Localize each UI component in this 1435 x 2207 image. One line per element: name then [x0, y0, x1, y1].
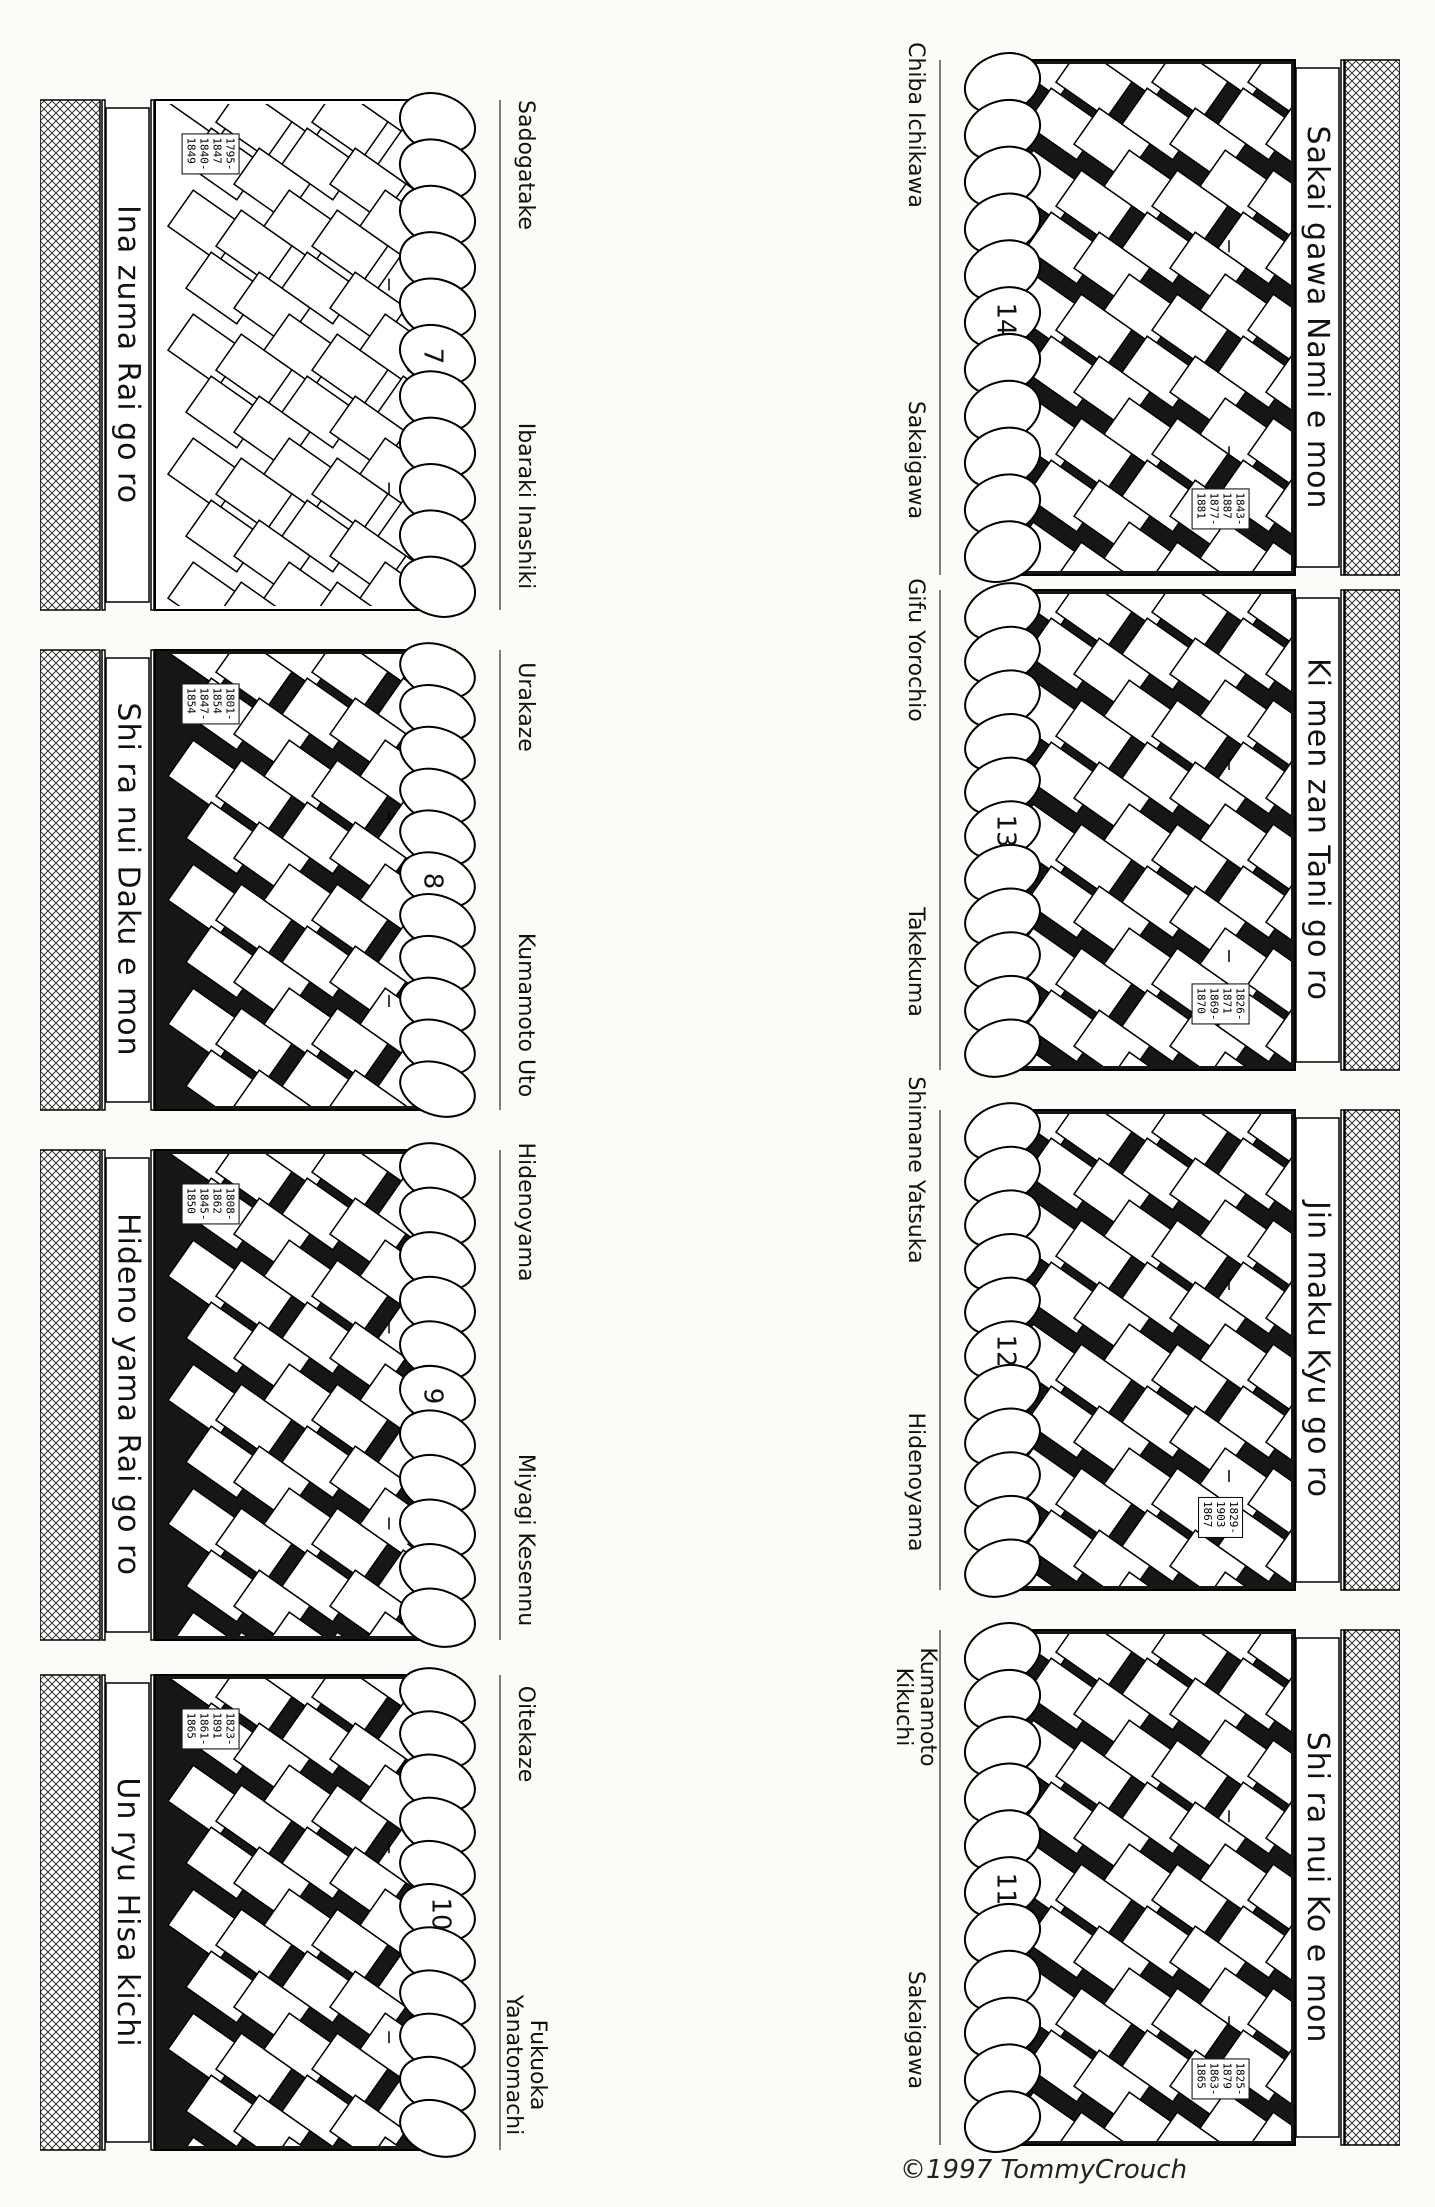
wrestler-name: Sakai gawa Nami e mon: [1300, 125, 1335, 509]
zabuton-mat: [1345, 590, 1400, 1070]
stable-name: Hidenoyama: [903, 1412, 928, 1552]
zabuton-mat: [40, 650, 100, 1110]
wrestler-name: Hideno yama Rai go ro: [110, 1213, 145, 1576]
birthplace: Kumamoto Kikuchi: [891, 1647, 940, 1767]
yokozuna-number: 13: [990, 814, 1021, 848]
zabuton-mat: [1345, 1630, 1400, 2145]
wrestler-name: Shi ra nui Daku e mon: [110, 702, 145, 1057]
dates-box: 1825- 1879 1863- 1865: [1192, 2058, 1250, 2099]
stable-name: Oitekaze: [513, 1685, 538, 1783]
braid-line: [151, 100, 154, 610]
dates-box: 1829- 1903 1867: [1198, 1497, 1243, 1538]
wrestler-name: Ina zuma Rai go ro: [110, 204, 145, 505]
yokozuna-number: 10: [425, 1896, 456, 1931]
yokozuna-number: 11: [990, 1871, 1021, 1906]
birthplace: Ibaraki Inashiki: [513, 422, 538, 590]
birthplace: Chiba Ichikawa: [903, 42, 928, 209]
yokozuna-panel-9: [40, 1135, 640, 1655]
dates-box: 1801- 1854 1847- 1854: [182, 683, 240, 724]
copyright-text: ©1997 TommyCrouch: [900, 2155, 1188, 2185]
yokozuna-panel-7: [40, 85, 640, 625]
braid-line: [151, 650, 154, 1110]
birthplace: Kumamoto Uto: [513, 933, 538, 1098]
wrestler-name: Un ryu Hisa kichi: [110, 1776, 145, 2048]
stable-name: Sakaigawa: [903, 400, 928, 520]
dates-box: 1808- 1862 1845- 1850: [182, 1183, 240, 1224]
braid-line: [151, 1150, 154, 1640]
yokozuna-number: 7: [416, 347, 447, 365]
yokozuna-panel-10: [40, 1660, 640, 2165]
wrestler-name: Ki men zan Tani go ro: [1300, 657, 1335, 1002]
yokozuna-panel-13: [800, 575, 1400, 1085]
braid-line: [1341, 60, 1344, 575]
yokozuna-panel-14: [800, 42, 1400, 590]
braid-line: [1341, 1110, 1344, 1590]
dates-box: 1843- 1887 1877- 1881: [1192, 488, 1250, 529]
dates-box: 1795- 1847 1840- 1849: [182, 133, 240, 174]
wrestler-name: Jin maku Kyu go ro: [1300, 1200, 1335, 1499]
zabuton-mat: [1345, 1110, 1400, 1590]
stable-name: Urakaze: [513, 662, 538, 752]
stable-name: Sadogatake: [513, 99, 538, 230]
braid-line: [1341, 1630, 1344, 2145]
stable-name: Takekuma: [903, 907, 928, 1017]
braid-line: [1341, 590, 1344, 1070]
yokozuna-panel-11: [800, 1615, 1400, 2160]
stable-name: Sakaigawa: [903, 1970, 928, 2090]
dates-box: 1823- 1891 1861- 1865: [182, 1708, 240, 1749]
wrestler-name: Shi ra nui Ko e mon: [1300, 1731, 1335, 2043]
braid-line: [102, 100, 105, 610]
yokozuna-number: 8: [416, 872, 447, 890]
birthplace: Shimane Yatsuka: [903, 1076, 928, 1264]
braid-line: [102, 650, 105, 1110]
birthplace: Miyagi Kesennu: [513, 1453, 538, 1626]
braid-line: [102, 1675, 105, 2150]
yokozuna-number: 9: [416, 1387, 447, 1405]
birthplace: Fukuoka Yanatomachi: [501, 1994, 550, 2135]
birthplace: Gifu Yorochio: [903, 578, 928, 722]
braid-line: [151, 1675, 154, 2150]
zabuton-mat: [40, 1675, 100, 2150]
braid-line: [102, 1150, 105, 1640]
zabuton-mat: [1345, 60, 1400, 575]
dates-box: 1826- 1871 1869- 1870: [1192, 983, 1250, 1024]
yokozuna-number: 12: [990, 1334, 1021, 1368]
yokozuna-number: 14: [990, 301, 1021, 336]
yokozuna-panel-8: [40, 635, 640, 1125]
stable-name: Hidenoyama: [513, 1142, 538, 1281]
zabuton-mat: [40, 1150, 100, 1640]
yokozuna-panel-12: [800, 1076, 1400, 1605]
zabuton-mat: [40, 100, 100, 610]
